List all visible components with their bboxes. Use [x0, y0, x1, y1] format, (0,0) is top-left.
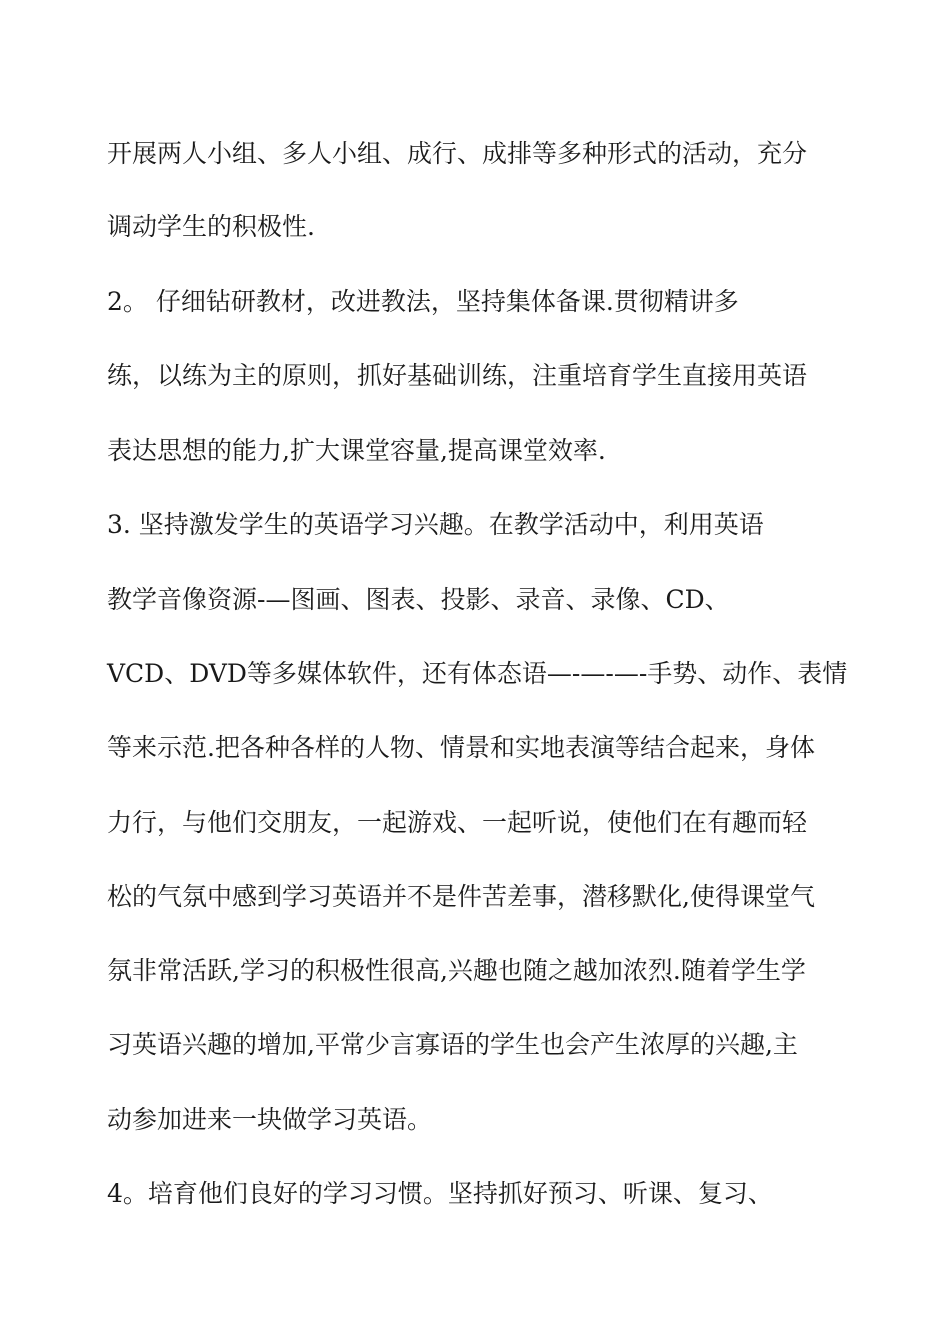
text-line: 等来示范.把各种各样的人物、情景和实地表演等结合起来，身体 [107, 733, 815, 762]
text-line: 调动学生的积极性. [107, 212, 315, 241]
text-line: 练，以练为主的原则，抓好基础训练，注重培育学生直接用英语 [107, 361, 808, 390]
text-line: 教学音像资源-—图画、图表、投影、录音、录像、CD、 [107, 585, 730, 614]
text-line: 氛非常活跃,学习的积极性很高,兴趣也随之越加浓烈.随着学生学 [107, 956, 806, 985]
text-line: 松的气氛中感到学习英语并不是件苦差事，潜移默化,使得课堂气 [107, 882, 815, 911]
text-line: 开展两人小组、多人小组、成行、成排等多种形式的活动，充分 [107, 139, 808, 168]
text-line: 表达思想的能力,扩大课堂容量,提高课堂效率. [107, 436, 606, 465]
text-line: 动参加进来一块做学习英语。 [107, 1105, 433, 1134]
text-line: 2。 仔细钻研教材，改进教法，坚持集体备课.贯彻精讲多 [107, 287, 739, 316]
text-line: 力行，与他们交朋友，一起游戏、一起听说，使他们在有趣而轻 [107, 808, 808, 837]
text-line: VCD、DVD等多媒体软件，还有体态语—-—-—-手势、动作、表情 [107, 659, 848, 688]
text-line: 4。培育他们良好的学习习惯。坚持抓好预习、听课、复习、 [107, 1179, 773, 1208]
text-line: 3. 坚持激发学生的英语学习兴趣。在教学活动中，利用英语 [107, 510, 764, 539]
text-line: 习英语兴趣的增加,平常少言寡语的学生也会产生浓厚的兴趣,主 [107, 1030, 798, 1059]
